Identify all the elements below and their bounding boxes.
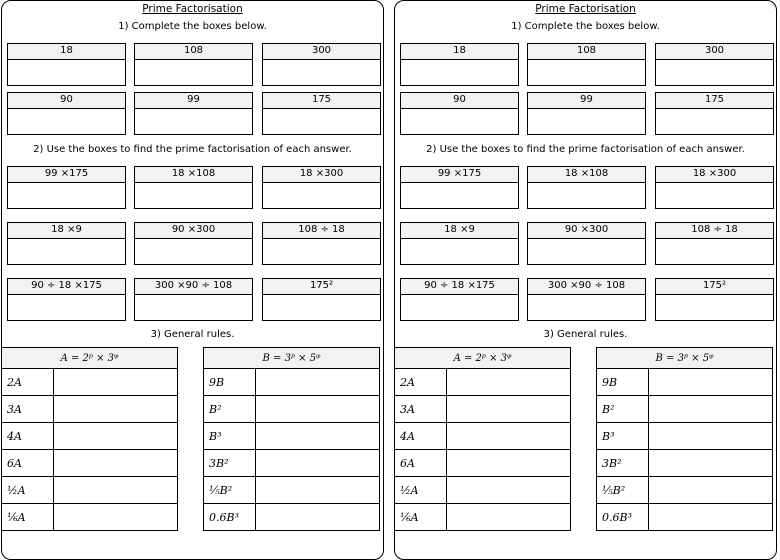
number-box: [134, 43, 253, 86]
expression-label: 90 ÷ 18 ×175: [8, 279, 125, 295]
rule-answer-cell[interactable]: [256, 369, 380, 396]
number-box: [134, 92, 253, 135]
table-row: [2, 369, 178, 396]
rule-expression: 3A: [395, 396, 447, 423]
answer-area[interactable]: [8, 295, 125, 321]
number-box: [7, 43, 126, 86]
worksheet-right: [394, 0, 777, 560]
expression-box: [527, 278, 646, 321]
rules-table-b: [596, 347, 773, 531]
table-row: [204, 477, 380, 504]
rule-answer-cell[interactable]: [649, 504, 773, 531]
question-1-heading: 1) Complete the boxes below.: [511, 21, 660, 32]
answer-area[interactable]: [135, 239, 252, 265]
table-row: [395, 450, 571, 477]
table-row: [597, 450, 773, 477]
worksheet-title: Prime Factorisation: [535, 3, 636, 15]
rule-answer-cell[interactable]: [54, 423, 178, 450]
rule-answer-cell[interactable]: [447, 369, 571, 396]
number-box: [655, 92, 774, 135]
rule-expression: 6A: [2, 450, 54, 477]
answer-area[interactable]: [656, 183, 773, 209]
rule-expression: 3A: [2, 396, 54, 423]
answer-area[interactable]: [528, 295, 645, 321]
rule-expression: 9B: [597, 369, 649, 396]
table-row: [395, 504, 571, 531]
number-box: [527, 43, 646, 86]
table-row: [597, 369, 773, 396]
rules-table-header: A = 2ᵖ × 3ᵠ: [2, 348, 178, 369]
expression-label: 18 ×108: [135, 167, 252, 183]
expression-box: [400, 222, 519, 265]
rule-answer-cell[interactable]: [256, 396, 380, 423]
answer-area[interactable]: [263, 60, 380, 86]
answer-area[interactable]: [135, 109, 252, 135]
rule-answer-cell[interactable]: [256, 450, 380, 477]
answer-area[interactable]: [263, 239, 380, 265]
answer-area[interactable]: [401, 109, 518, 135]
answer-area[interactable]: [401, 295, 518, 321]
expression-box: [655, 222, 774, 265]
rule-expression: ⅙A: [2, 504, 54, 531]
number-label: 300: [656, 44, 773, 60]
answer-area[interactable]: [528, 183, 645, 209]
rules-table-a: [1, 347, 178, 531]
number-label: 18: [8, 44, 125, 60]
answer-area[interactable]: [656, 239, 773, 265]
table-row: [2, 504, 178, 531]
answer-area[interactable]: [8, 183, 125, 209]
answer-area[interactable]: [135, 183, 252, 209]
number-box: [400, 43, 519, 86]
answer-area[interactable]: [528, 239, 645, 265]
rule-answer-cell[interactable]: [649, 396, 773, 423]
rule-expression: ⅕B²: [597, 477, 649, 504]
number-label: 300: [263, 44, 380, 60]
table-row: [395, 396, 571, 423]
answer-area[interactable]: [656, 60, 773, 86]
rule-expression: ½A: [395, 477, 447, 504]
expression-box: [262, 166, 381, 209]
rule-expression: ⅙A: [395, 504, 447, 531]
answer-area[interactable]: [8, 109, 125, 135]
rule-expression: ⅕B²: [204, 477, 256, 504]
number-box: [400, 92, 519, 135]
rule-answer-cell[interactable]: [447, 423, 571, 450]
expression-label: 18 ×9: [401, 223, 518, 239]
expression-label: 90 ÷ 18 ×175: [401, 279, 518, 295]
rule-answer-cell[interactable]: [649, 369, 773, 396]
number-label: 175: [656, 93, 773, 109]
expression-box: [7, 278, 126, 321]
rule-expression: 4A: [2, 423, 54, 450]
answer-area[interactable]: [401, 183, 518, 209]
expression-label: 18 ×300: [263, 167, 380, 183]
answer-area[interactable]: [263, 295, 380, 321]
rule-answer-cell[interactable]: [54, 369, 178, 396]
rule-expression: 0.6B³: [597, 504, 649, 531]
answer-area[interactable]: [401, 239, 518, 265]
expression-box: [134, 278, 253, 321]
number-label: 90: [8, 93, 125, 109]
number-label: 99: [135, 93, 252, 109]
answer-area[interactable]: [656, 109, 773, 135]
answer-area[interactable]: [8, 60, 125, 86]
rule-answer-cell[interactable]: [649, 477, 773, 504]
rule-expression: 9B: [204, 369, 256, 396]
expression-box: [7, 222, 126, 265]
rule-answer-cell[interactable]: [256, 504, 380, 531]
answer-area[interactable]: [528, 109, 645, 135]
expression-label: 175²: [656, 279, 773, 295]
answer-area[interactable]: [263, 109, 380, 135]
rules-table-header: B = 3ᵖ × 5ᵠ: [597, 348, 773, 369]
table-row: [597, 396, 773, 423]
expression-label: 175²: [263, 279, 380, 295]
number-box: [527, 92, 646, 135]
rule-answer-cell[interactable]: [256, 423, 380, 450]
answer-area[interactable]: [401, 60, 518, 86]
rule-answer-cell[interactable]: [54, 477, 178, 504]
expression-label: 90 ×300: [528, 223, 645, 239]
expression-label: 108 ÷ 18: [656, 223, 773, 239]
number-label: 18: [401, 44, 518, 60]
table-row: [2, 477, 178, 504]
expression-box: [527, 222, 646, 265]
expression-box: [262, 222, 381, 265]
rules-table-header: A = 2ᵖ × 3ᵠ: [395, 348, 571, 369]
table-row: [204, 423, 380, 450]
expression-label: 18 ×108: [528, 167, 645, 183]
expression-box: [400, 166, 519, 209]
rule-answer-cell[interactable]: [256, 477, 380, 504]
rule-expression: B²: [204, 396, 256, 423]
number-label: 99: [528, 93, 645, 109]
rule-expression: 6A: [395, 450, 447, 477]
expression-box: [134, 222, 253, 265]
rule-answer-cell[interactable]: [447, 396, 571, 423]
rule-answer-cell[interactable]: [447, 450, 571, 477]
table-row: [597, 504, 773, 531]
rule-expression: B²: [597, 396, 649, 423]
rule-expression: 0.6B³: [204, 504, 256, 531]
table-row: [204, 369, 380, 396]
expression-label: 108 ÷ 18: [263, 223, 380, 239]
rule-answer-cell[interactable]: [54, 450, 178, 477]
expression-label: 99 ×175: [401, 167, 518, 183]
question-2-heading: 2) Use the boxes to find the prime factorisation of each answer.: [33, 144, 352, 155]
table-row: [395, 477, 571, 504]
expression-box: [262, 278, 381, 321]
number-box: [7, 92, 126, 135]
table-row: [597, 423, 773, 450]
answer-area[interactable]: [135, 60, 252, 86]
table-row: [204, 450, 380, 477]
question-3-heading: 3) General rules.: [543, 329, 628, 340]
rule-expression: 3B²: [597, 450, 649, 477]
rule-expression: B³: [204, 423, 256, 450]
table-row: [2, 396, 178, 423]
rule-expression: ½A: [2, 477, 54, 504]
expression-box: [655, 166, 774, 209]
table-row: [2, 423, 178, 450]
number-box: [655, 43, 774, 86]
rule-expression: B³: [597, 423, 649, 450]
number-label: 175: [263, 93, 380, 109]
answer-area[interactable]: [135, 295, 252, 321]
expression-label: 18 ×300: [656, 167, 773, 183]
worksheet-title: Prime Factorisation: [142, 3, 243, 15]
table-row: [395, 423, 571, 450]
question-3-heading: 3) General rules.: [150, 329, 235, 340]
expression-label: 300 ×90 ÷ 108: [135, 279, 252, 295]
rule-expression: 2A: [395, 369, 447, 396]
expression-label: 300 ×90 ÷ 108: [528, 279, 645, 295]
table-row: [204, 396, 380, 423]
expression-label: 90 ×300: [135, 223, 252, 239]
number-label: 90: [401, 93, 518, 109]
answer-area[interactable]: [263, 183, 380, 209]
table-row: [2, 450, 178, 477]
rule-answer-cell[interactable]: [649, 423, 773, 450]
expression-box: [400, 278, 519, 321]
rule-answer-cell[interactable]: [54, 504, 178, 531]
question-2-heading: 2) Use the boxes to find the prime factorisation of each answer.: [426, 144, 745, 155]
table-row: [597, 477, 773, 504]
expression-box: [134, 166, 253, 209]
expression-label: 99 ×175: [8, 167, 125, 183]
rules-table-a: [394, 347, 571, 531]
rule-answer-cell[interactable]: [649, 450, 773, 477]
number-label: 108: [528, 44, 645, 60]
expression-box: [655, 278, 774, 321]
rule-expression: 3B²: [204, 450, 256, 477]
rule-answer-cell[interactable]: [447, 504, 571, 531]
table-row: [204, 504, 380, 531]
rule-answer-cell[interactable]: [447, 477, 571, 504]
number-box: [262, 92, 381, 135]
rules-table-b: [203, 347, 380, 531]
number-box: [262, 43, 381, 86]
rules-table-header: B = 3ᵖ × 5ᵠ: [204, 348, 380, 369]
rule-expression: 2A: [2, 369, 54, 396]
number-label: 108: [135, 44, 252, 60]
answer-area[interactable]: [528, 60, 645, 86]
table-row: [395, 369, 571, 396]
rule-expression: 4A: [395, 423, 447, 450]
worksheet-left: [1, 0, 384, 560]
answer-area[interactable]: [8, 239, 125, 265]
question-1-heading: 1) Complete the boxes below.: [118, 21, 267, 32]
expression-box: [527, 166, 646, 209]
expression-box: [7, 166, 126, 209]
answer-area[interactable]: [656, 295, 773, 321]
expression-label: 18 ×9: [8, 223, 125, 239]
rule-answer-cell[interactable]: [54, 396, 178, 423]
